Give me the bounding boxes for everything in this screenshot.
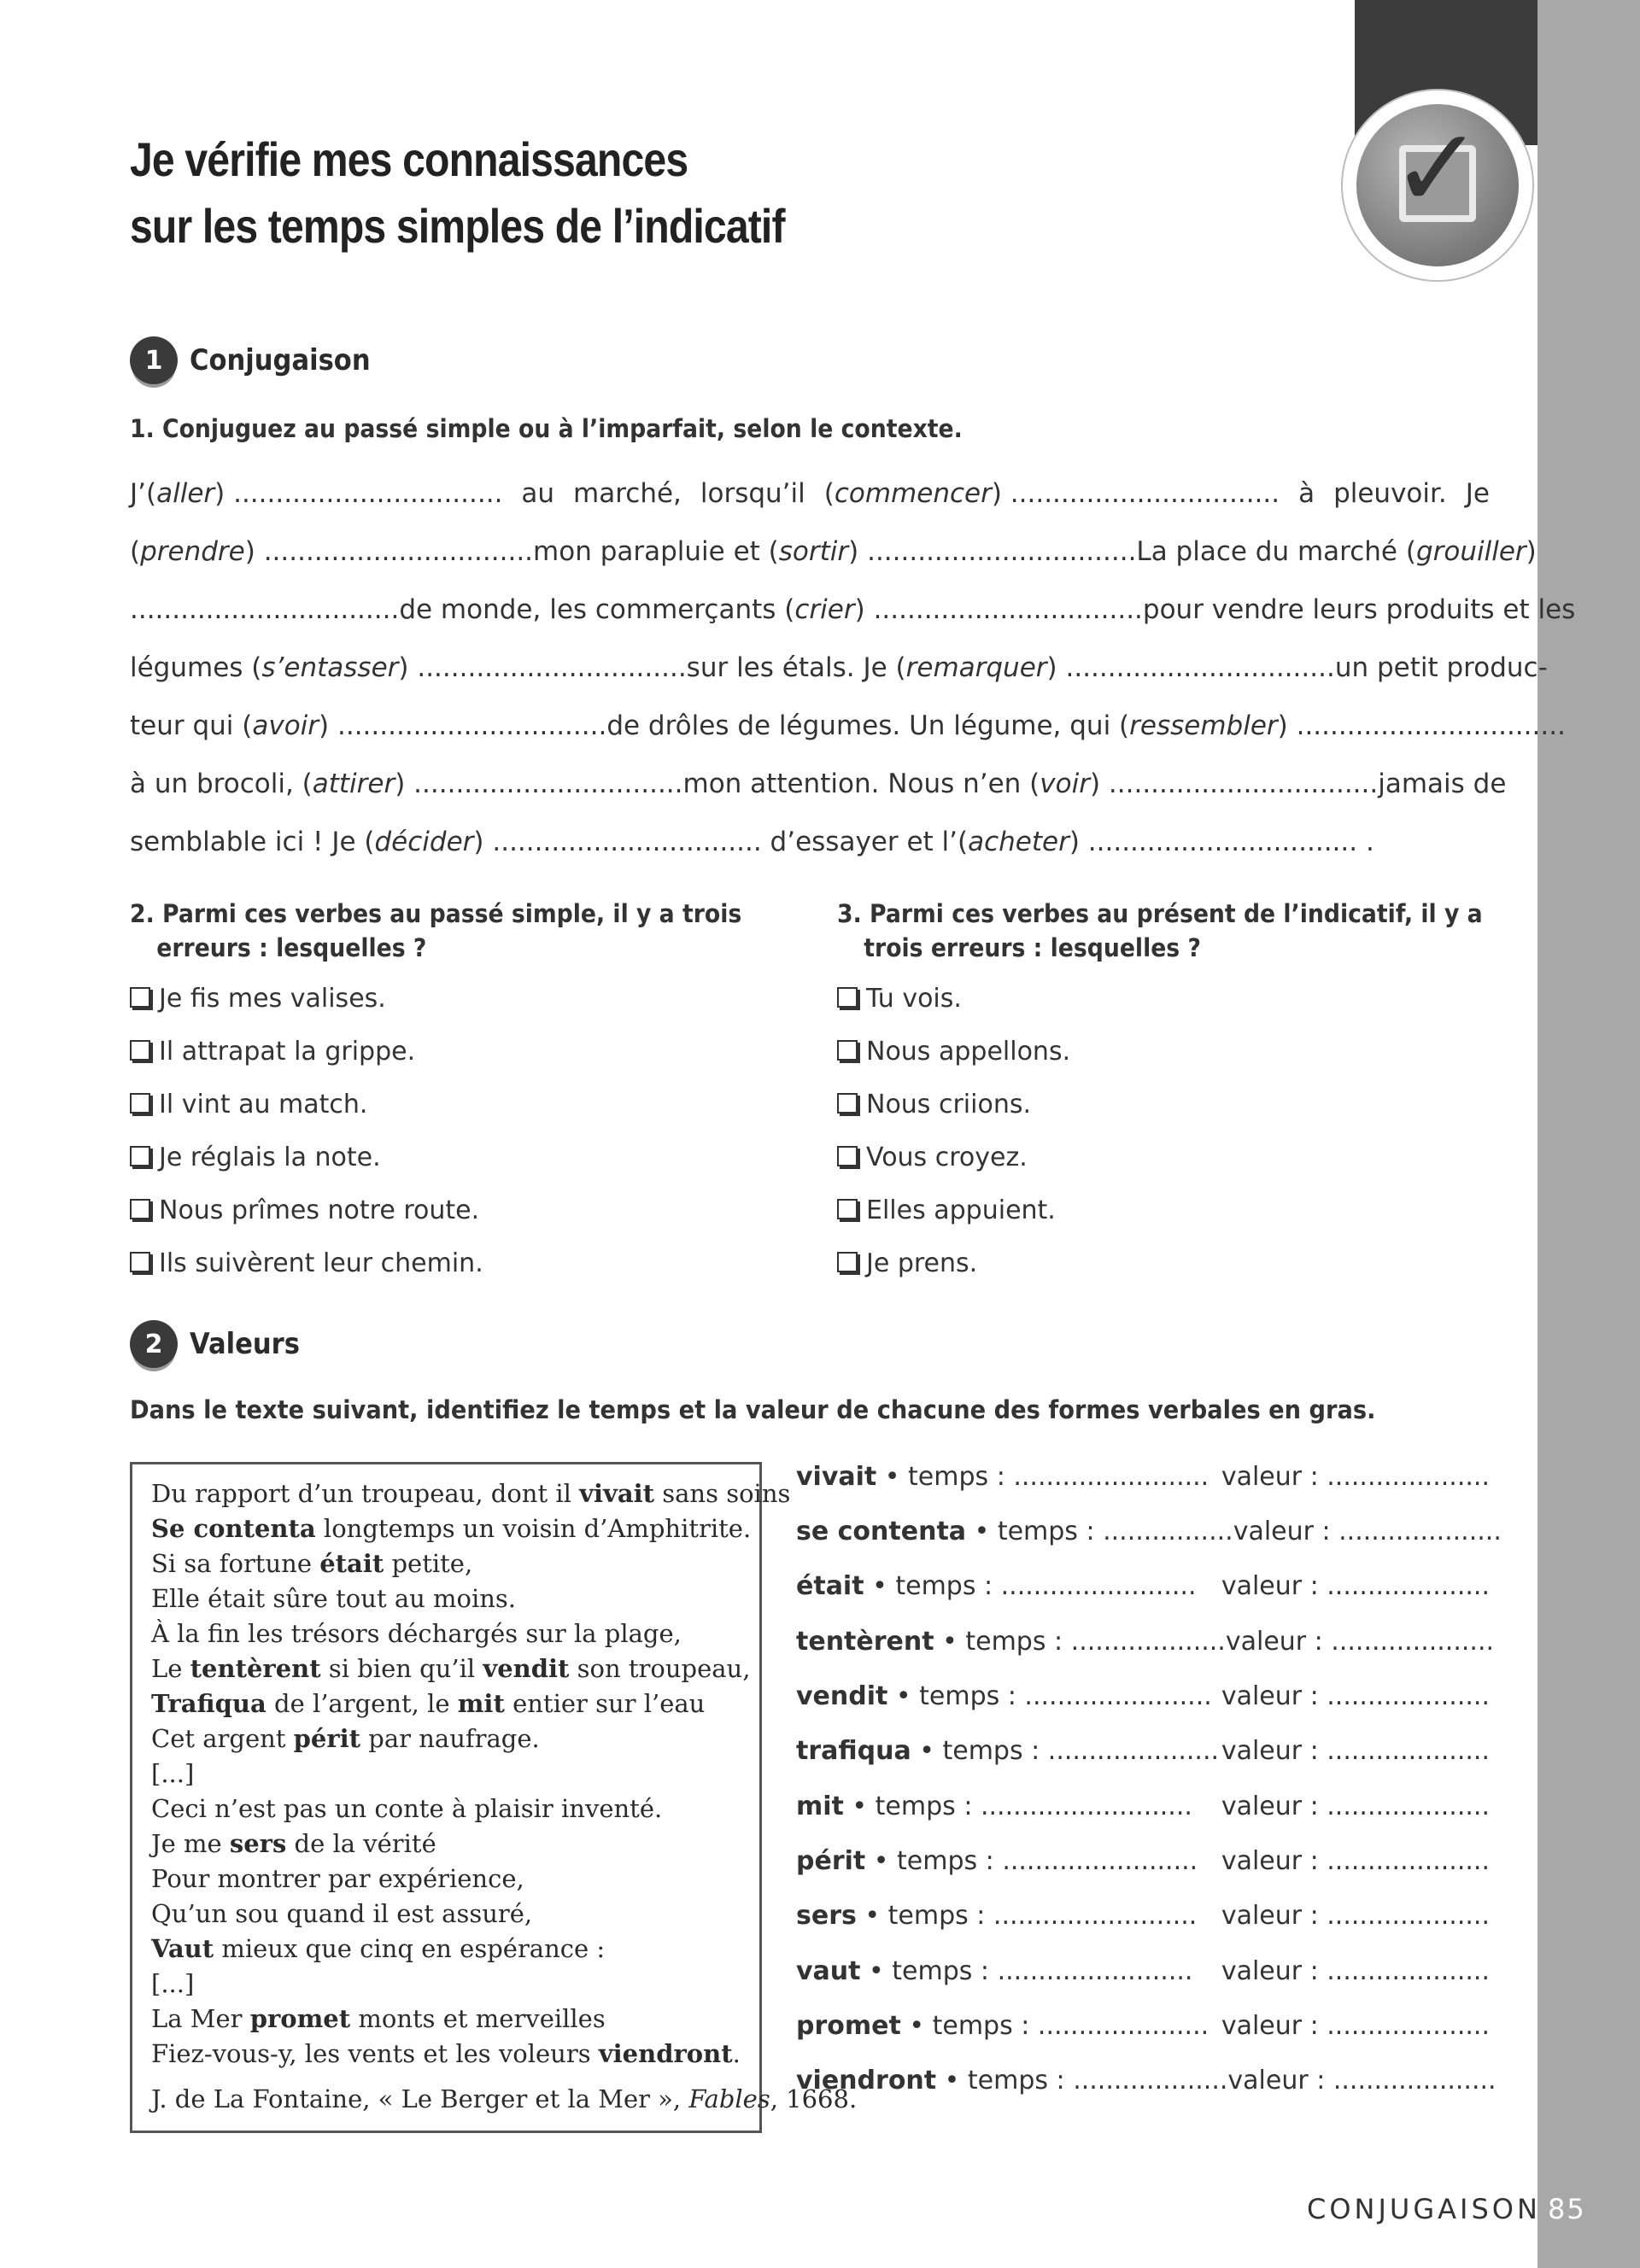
answer-row: vivait • temps : ........................ valeur : .................... xyxy=(796,1462,1490,1492)
checkbox-icon xyxy=(130,1146,150,1166)
exercise-line-1: J’(aller) ................................ au marché, lorsqu’il (commencer) ................................ à pleuvoir. Je xyxy=(130,478,1490,509)
question-3-options xyxy=(837,984,1070,1301)
checkbox-icon xyxy=(837,1093,858,1114)
answer-row: vendit • temps : ....................... valeur : .................... xyxy=(796,1681,1490,1711)
checkbox-icon xyxy=(837,1146,858,1166)
exercise-line-6: à un brocoli, (attirer) ................................ mon attention. Nous n’en (voir) ................................ jamais de xyxy=(130,769,1507,799)
checkbox-option[interactable]: Il attrapat la grippe. xyxy=(130,1037,483,1090)
checkbox-option[interactable]: Il vint au match. xyxy=(130,1090,483,1143)
checkbox-icon xyxy=(837,987,858,1008)
page-title: Je vérifie mes connaissances sur les temps simples de l’indicatif xyxy=(130,132,785,253)
page-number: 85 xyxy=(1548,2193,1586,2225)
checkbox-icon xyxy=(837,1040,858,1061)
answer-row: sers • temps : ......................... valeur : .................... xyxy=(796,1901,1490,1931)
checkbox-icon xyxy=(130,1252,150,1272)
answer-row: viendront • temps : ................... valeur : .................... xyxy=(796,2066,1496,2096)
poem-box: Du rapport d’un troupeau, dont il vivait sans soins Se contenta longtemps un voisin d’Amphitrite. Si sa fortune était petite, Elle était sûre tout au moins. À la fin les trésors déchargés sur la plage, Le tentèrent si bien qu’il vendit son troupeau, Trafiqua de l’argent, le mit entier sur l’eau Cet argent périt par naufrage. [...] Ceci n’est pas un conte à plaisir inventé. Je me sers de la vérité Pour montrer par expérience, Qu’un sou quand il est assuré, Vaut mieux que cinq en espérance : [...] La Mer promet monts et merveilles Fiez-vous-y, les vents et les voleurs viendront. J. de La Fontaine, « Le Berger et la Mer », Fables, 1668. xyxy=(130,1462,762,2133)
checkbox-icon xyxy=(130,987,150,1008)
answer-row: vaut • temps : ........................ valeur : .................... xyxy=(796,1956,1490,1986)
exercise-line-3: ................................ de monde, les commerçants (crier) ................................ pour vendre leurs produits et les xyxy=(130,594,1576,625)
answer-row: mit • temps : .......................... valeur : .................... xyxy=(796,1792,1490,1821)
checkbox-icon xyxy=(130,1040,150,1061)
checkbox-option[interactable]: Je prens. xyxy=(837,1248,1070,1301)
page-edge-band xyxy=(1538,0,1640,2268)
section-number-icon: 1 xyxy=(130,336,178,384)
checkbox-option[interactable]: Je fis mes valises. xyxy=(130,984,483,1037)
checkbox-option[interactable]: Nous appellons. xyxy=(837,1037,1070,1090)
checkbox-icon xyxy=(130,1093,150,1114)
exercise-line-5: teur qui (avoir) ................................ de drôles de légumes. Un légume, qui (ressembler) ................................ xyxy=(130,710,1566,741)
instruction-text: Dans le texte suivant, identifiez le temps et la valeur de chacune des formes verbales en gras. xyxy=(130,1395,1376,1424)
answer-row: tentèrent • temps : ................... valeur : .................... xyxy=(796,1627,1495,1657)
answer-row: était • temps : ........................ valeur : .................... xyxy=(796,1571,1490,1601)
question-2-options xyxy=(130,984,483,1301)
checkbox-option[interactable]: Ils suivèrent leur chemin. xyxy=(130,1248,483,1301)
exercise-line-2: (prendre) ................................ mon parapluie et (sortir) ................................ La place du marché (grouiller) xyxy=(130,536,1537,567)
section-number-icon: 2 xyxy=(130,1320,178,1368)
question-3-title: 3. Parmi ces verbes au présent de l’indicatif, il y a trois erreurs : lesquelles ? xyxy=(837,899,1483,962)
checkbox-icon xyxy=(837,1252,858,1272)
checkbox-option[interactable]: Nous prîmes notre route. xyxy=(130,1195,483,1248)
section-heading-conjugaison: 1 Conjugaison xyxy=(130,336,390,384)
exercise-line-7: semblable ici ! Je (décider) ................................ d’essayer et l’(acheter) ................................ . xyxy=(130,827,1374,857)
section-heading-valeurs: 2 Valeurs xyxy=(130,1320,312,1368)
question-1-title: 1. Conjuguez au passé simple ou à l’imparfait, selon le contexte. xyxy=(130,414,963,443)
answer-row: promet • temps : ..................... valeur : .................... xyxy=(796,2011,1490,2041)
answer-row: trafiqua • temps : ..................... valeur : .................... xyxy=(796,1736,1490,1766)
answer-row: se contenta • temps : ................ valeur : .................... xyxy=(796,1517,1502,1546)
exercise-line-4: légumes (s’entasser) ................................ sur les étals. Je (remarquer) ................................ un petit produc- xyxy=(130,652,1548,683)
question-2-title: 2. Parmi ces verbes au passé simple, il y a trois erreurs : lesquelles ? xyxy=(130,899,742,962)
checkbox-option[interactable]: Je réglais la note. xyxy=(130,1143,483,1195)
checkbox-option[interactable]: Elles appuient. xyxy=(837,1195,1070,1248)
checkbox-option[interactable]: Tu vois. xyxy=(837,984,1070,1037)
checkbox-check-icon: ✓ xyxy=(1343,91,1532,280)
answer-row: périt • temps : ........................ valeur : .................... xyxy=(796,1846,1490,1876)
poem-credit: J. de La Fontaine, « Le Berger et la Mer », Fables, 1668. xyxy=(151,2084,858,2113)
checkbox-option[interactable]: Nous criions. xyxy=(837,1090,1070,1143)
checkbox-option[interactable]: Vous croyez. xyxy=(837,1143,1070,1195)
footer-section-label: CONJUGAISON xyxy=(1307,2193,1541,2225)
checkbox-icon xyxy=(837,1199,858,1219)
checkbox-icon xyxy=(130,1199,150,1219)
